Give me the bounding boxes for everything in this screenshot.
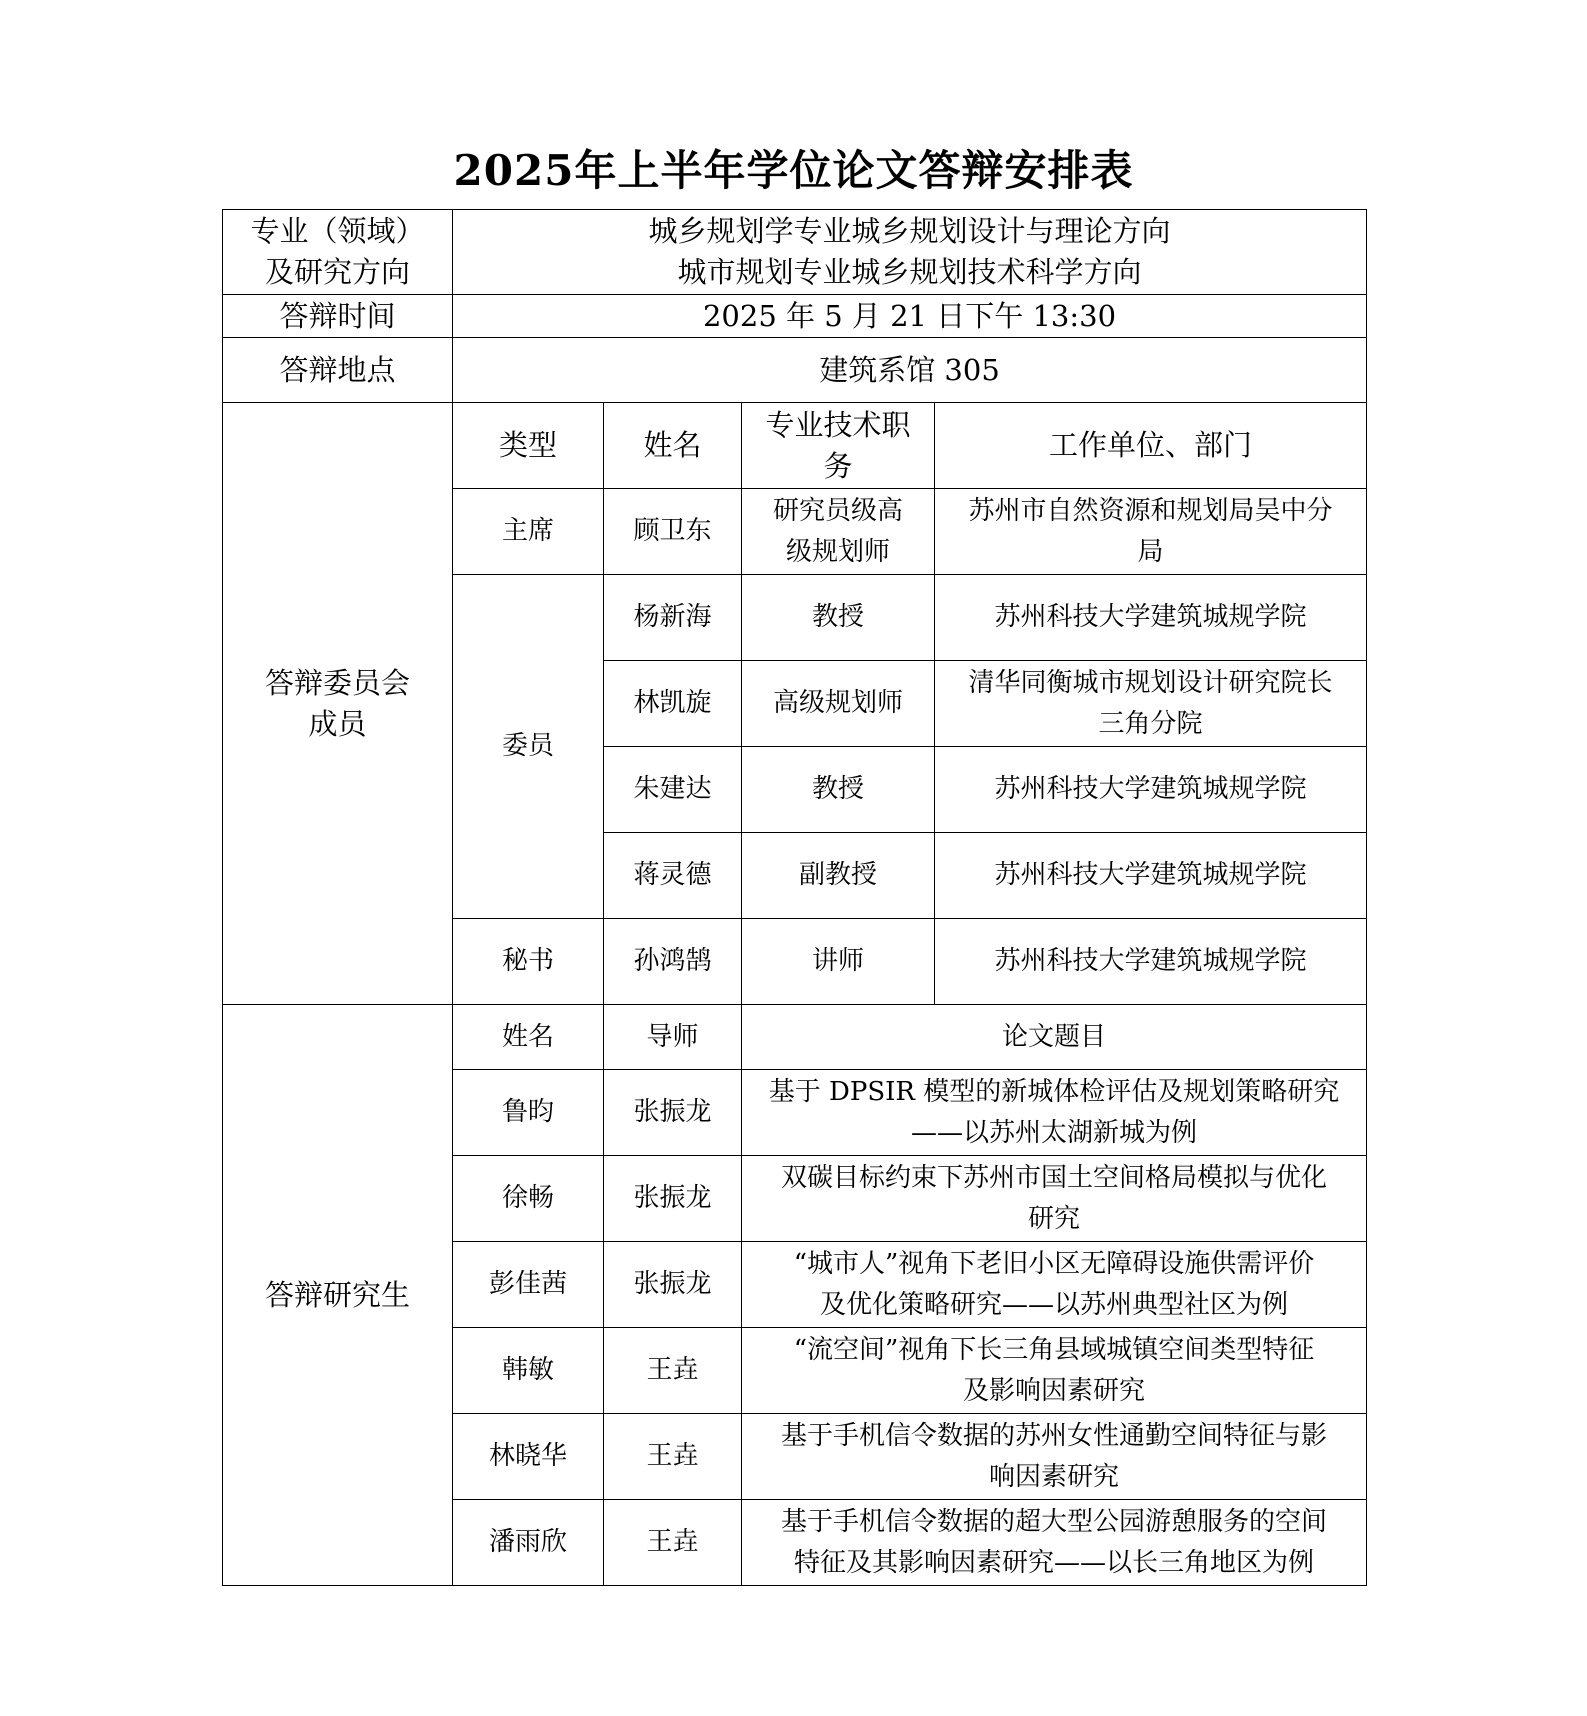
member-unit: 苏州科技大学建筑城规学院 bbox=[935, 747, 1367, 833]
member-name: 杨新海 bbox=[604, 575, 742, 661]
secretary-name: 孙鸿鹄 bbox=[604, 919, 742, 1005]
major-value: 城乡规划学专业城乡规划设计与理论方向 城市规划专业城乡规划技术科学方向 bbox=[453, 210, 1367, 295]
location-label: 答辩地点 bbox=[223, 338, 453, 403]
committee-header-unit: 工作单位、部门 bbox=[935, 403, 1367, 489]
time-value: 2025 年 5 月 21 日下午 13:30 bbox=[453, 295, 1367, 338]
student-name: 彭佳茜 bbox=[453, 1242, 604, 1328]
students-label: 答辩研究生 bbox=[223, 1005, 453, 1586]
member-name: 林凯旋 bbox=[604, 661, 742, 747]
committee-header-name: 姓名 bbox=[604, 403, 742, 489]
member-name: 朱建达 bbox=[604, 747, 742, 833]
committee-header-title: 专业技术职 务 bbox=[742, 403, 935, 489]
page-title: 2025年上半年学位论文答辩安排表 bbox=[453, 146, 1134, 195]
location-row bbox=[223, 338, 1367, 403]
defense-schedule-table bbox=[222, 209, 1367, 1586]
students-header-name: 姓名 bbox=[453, 1005, 604, 1070]
student-name: 韩敏 bbox=[453, 1328, 604, 1414]
member-title: 教授 bbox=[742, 747, 935, 833]
student-advisor: 王垚 bbox=[604, 1414, 742, 1500]
committee-header-type: 类型 bbox=[453, 403, 604, 489]
student-advisor: 王垚 bbox=[604, 1500, 742, 1586]
student-advisor: 王垚 bbox=[604, 1328, 742, 1414]
time-row bbox=[223, 295, 1367, 338]
student-advisor: 张振龙 bbox=[604, 1156, 742, 1242]
secretary-unit: 苏州科技大学建筑城规学院 bbox=[935, 919, 1367, 1005]
chair-type: 主席 bbox=[453, 489, 604, 575]
student-thesis: 基于手机信令数据的超大型公园游憩服务的空间 特征及其影响因素研究——以长三角地区为例 bbox=[742, 1500, 1367, 1586]
student-name: 林晓华 bbox=[453, 1414, 604, 1500]
member-title: 高级规划师 bbox=[742, 661, 935, 747]
student-name: 潘雨欣 bbox=[453, 1500, 604, 1586]
student-advisor: 张振龙 bbox=[604, 1070, 742, 1156]
major-row bbox=[223, 210, 1367, 295]
students-header-thesis: 论文题目 bbox=[742, 1005, 1367, 1070]
member-unit: 苏州科技大学建筑城规学院 bbox=[935, 833, 1367, 919]
chair-name: 顾卫东 bbox=[604, 489, 742, 575]
student-advisor: 张振龙 bbox=[604, 1242, 742, 1328]
student-name: 徐畅 bbox=[453, 1156, 604, 1242]
committee-label: 答辩委员会 成员 bbox=[223, 403, 453, 1005]
member-unit: 清华同衡城市规划设计研究院长 三角分院 bbox=[935, 661, 1367, 747]
secretary-title: 讲师 bbox=[742, 919, 935, 1005]
time-label: 答辩时间 bbox=[223, 295, 453, 338]
student-thesis: 基于 DPSIR 模型的新城体检评估及规划策略研究 ——以苏州太湖新城为例 bbox=[742, 1070, 1367, 1156]
student-name: 鲁昀 bbox=[453, 1070, 604, 1156]
chair-title: 研究员级高 级规划师 bbox=[742, 489, 935, 575]
major-label: 专业（领域） 及研究方向 bbox=[223, 210, 453, 295]
student-thesis: 基于手机信令数据的苏州女性通勤空间特征与影 响因素研究 bbox=[742, 1414, 1367, 1500]
secretary-type: 秘书 bbox=[453, 919, 604, 1005]
student-thesis: “流空间”视角下长三角县域城镇空间类型特征 及影响因素研究 bbox=[742, 1328, 1367, 1414]
location-value: 建筑系馆 305 bbox=[453, 338, 1367, 403]
member-name: 蒋灵德 bbox=[604, 833, 742, 919]
students-header-advisor: 导师 bbox=[604, 1005, 742, 1070]
member-title: 教授 bbox=[742, 575, 935, 661]
student-thesis: 双碳目标约束下苏州市国土空间格局模拟与优化 研究 bbox=[742, 1156, 1367, 1242]
chair-unit: 苏州市自然资源和规划局吴中分 局 bbox=[935, 489, 1367, 575]
member-type: 委员 bbox=[453, 575, 604, 919]
member-title: 副教授 bbox=[742, 833, 935, 919]
committee-header-row bbox=[223, 403, 1367, 489]
student-thesis: “城市人”视角下老旧小区无障碍设施供需评价 及优化策略研究——以苏州典型社区为例 bbox=[742, 1242, 1367, 1328]
students-header-row bbox=[223, 1005, 1367, 1070]
member-unit: 苏州科技大学建筑城规学院 bbox=[935, 575, 1367, 661]
